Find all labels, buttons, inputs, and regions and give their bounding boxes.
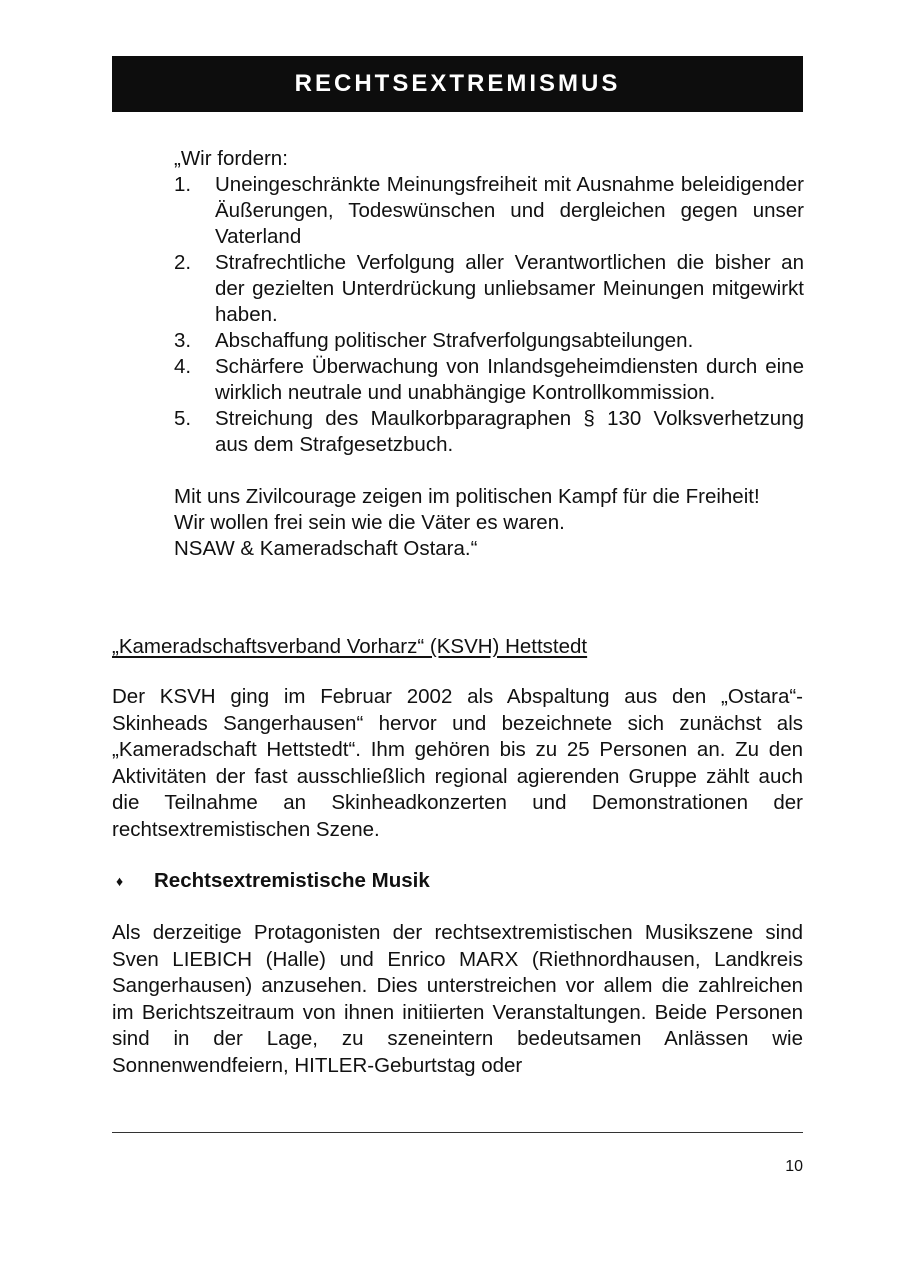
music-paragraph: Als derzeitige Protagonisten der rechtsextremistischen Musikszene sind Sven LIEBICH (Halle) und Enrico MARX (Riethnordhausen, Landkreis Sangerhausen) anzusehen. Dies unterstreichen vor allem die zahlreichen im Berichtszeitraum von ihnen initiierten Veranstaltungen. Beide Personen sind in der Lage, zu szeneintern bedeutsamen Anlässen wie Sonnenwendfeiern, HITLER-Geburtstag oder — [112, 921, 803, 1077]
quote-closing-line: Mit uns Zivilcourage zeigen im politischen Kampf für die Freiheit! — [174, 485, 760, 508]
quote-closing — [174, 484, 804, 562]
list-item — [174, 250, 804, 328]
list-item-text: Uneingeschränkte Meinungsfreiheit mit Ausnahme beleidigender Äußerungen, Todeswünschen und dergleichen gegen unser Vaterland — [215, 173, 804, 248]
list-item-text: Streichung des Maulkorbparagraphen § 130 Volksverhetzung aus dem Strafgesetzbuch. — [215, 407, 804, 456]
list-item-number: 3. — [174, 329, 192, 352]
list-item — [174, 172, 804, 250]
page-number: 10 — [785, 1158, 803, 1175]
section-header — [112, 56, 803, 112]
list-item-number: 2. — [174, 251, 192, 274]
list-item-number: 4. — [174, 355, 192, 378]
list-item-text: Abschaffung politischer Strafverfolgungsabteilungen. — [215, 329, 694, 352]
list-item-number: 5. — [174, 407, 192, 430]
diamond-bullet-icon: ♦ — [116, 873, 124, 889]
list-item-text: Schärfere Überwachung von Inlandsgeheimdiensten durch eine wirklich neutrale und unabhängige Kontrollkommission. — [215, 355, 804, 404]
demands-list — [174, 172, 804, 458]
ksvh-paragraph: Der KSVH ging im Februar 2002 als Abspaltung aus den „Ostara“-Skinheads Sangerhausen“ hervor und bezeichnete sich zunächst als „Kameradschaft Hettstedt“. Ihm gehören bis zu 25 Personen an. Zu den Aktivitäten der fast ausschließlich regional agierenden Gruppe zählt auch die Teilnahme an Skinheadkonzerten und Demonstrationen der rechtsextremistischen Szene. — [112, 685, 803, 841]
music-heading-text: Rechtsextremistische Musik — [154, 869, 430, 892]
quoted-demands — [174, 146, 804, 562]
list-item-text: Strafrechtliche Verfolgung aller Verantwortlichen die bisher an der gezielten Unterdrückung unliebsamer Meinungen mitgewirkt haben. — [215, 251, 804, 326]
list-item — [174, 406, 804, 458]
list-item — [174, 354, 804, 406]
footer-divider — [112, 1132, 803, 1133]
quote-closing-line: NSAW & Kameradschaft Ostara.“ — [174, 537, 478, 560]
section-header-title: RECHTSEXTREMISMUS — [294, 70, 621, 97]
ksvh-heading: „Kameradschaftsverband Vorharz“ (KSVH) Hettstedt — [112, 635, 588, 658]
list-item — [174, 328, 804, 354]
quote-closing-line: Wir wollen frei sein wie die Väter es waren. — [174, 511, 565, 534]
music-section-heading — [112, 868, 430, 894]
quote-intro: „Wir fordern: — [174, 147, 288, 170]
list-item-number: 1. — [174, 173, 192, 196]
